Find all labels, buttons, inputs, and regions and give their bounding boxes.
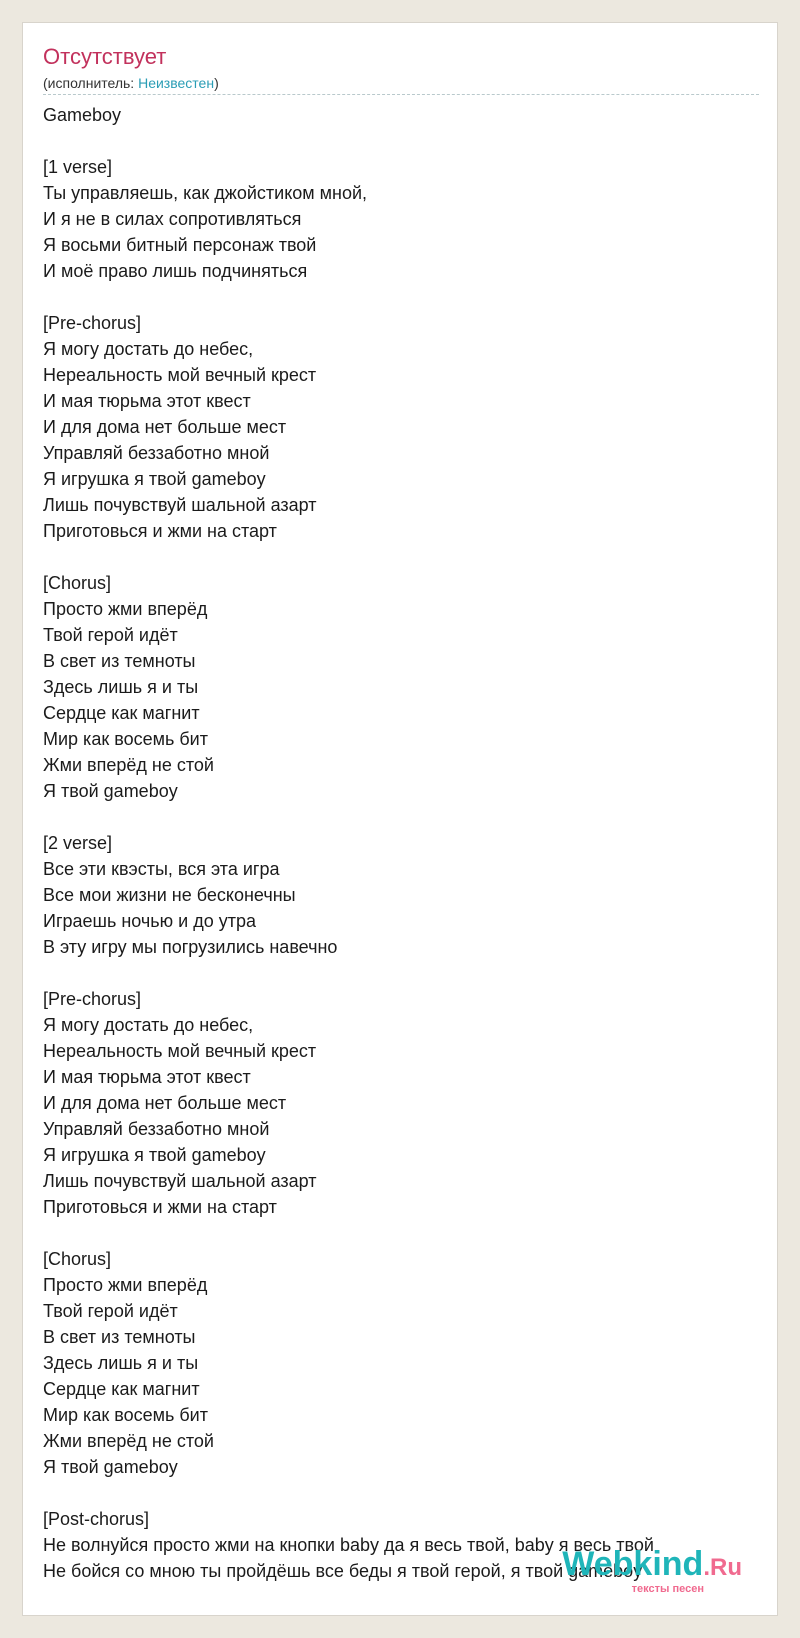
lyric-line: И мая тюрьма этот квест <box>43 391 251 411</box>
lyric-line: Нереальность мой вечный крест <box>43 365 317 385</box>
lyric-line: Я могу достать до небес, <box>43 1015 254 1035</box>
lyric-line: Приготовься и жми на старт <box>43 521 277 541</box>
lyric-line: Все эти квэсты, вся эта игра <box>43 859 280 879</box>
lyric-line: Я твой gameboy <box>43 781 178 801</box>
performer-prefix: (исполнитель: <box>43 75 139 91</box>
lyric-line: В свет из темноты <box>43 651 196 671</box>
lyric-line: Я твой gameboy <box>43 1457 178 1477</box>
lyric-line: [Pre-chorus] <box>43 313 142 333</box>
lyric-line: Управляй беззаботно мной <box>43 443 270 463</box>
lyric-line: Здесь лишь я и ты <box>43 677 199 697</box>
lyric-line: Лишь почувствуй шальной азарт <box>43 1171 317 1191</box>
lyric-line <box>43 544 654 570</box>
lyric-line: Сердце как магнит <box>43 1379 200 1399</box>
header-divider <box>43 94 759 95</box>
lyric-line: Лишь почувствуй шальной азарт <box>43 495 317 515</box>
lyric-line: В свет из темноты <box>43 1327 196 1347</box>
lyric-line: Я игрушка я твой gameboy <box>43 1145 266 1165</box>
lyric-line: Я могу достать до небес, <box>43 339 254 359</box>
lyric-line: [2 verse] <box>43 833 113 853</box>
lyric-line: И мая тюрьма этот квест <box>43 1067 251 1087</box>
lyric-line: Жми вперёд не стой <box>43 755 214 775</box>
lyrics-text <box>43 102 654 1584</box>
performer-link[interactable]: Неизвестен <box>138 75 215 91</box>
lyric-line: [Post-chorus] <box>43 1509 150 1529</box>
lyric-line <box>43 804 654 830</box>
lyric-line: И моё право лишь подчиняться <box>43 261 308 281</box>
lyric-line: И я не в силах сопротивляться <box>43 209 302 229</box>
performer-line <box>43 74 219 92</box>
lyric-line: [Chorus] <box>43 1249 112 1269</box>
lyric-line: [1 verse] <box>43 157 113 177</box>
lyric-line: Мир как восемь бит <box>43 1405 208 1425</box>
lyric-line: Я игрушка я твой gameboy <box>43 469 266 489</box>
lyric-line <box>43 960 654 986</box>
lyric-line: Жми вперёд не стой <box>43 1431 214 1451</box>
lyric-line <box>43 284 654 310</box>
song-title: Отсутствует <box>43 44 167 69</box>
lyric-line: Ты управляешь, как джойстиком мной, <box>43 183 368 203</box>
lyric-line: Gameboy <box>43 105 122 125</box>
logo-tld: .Ru <box>703 1554 742 1581</box>
lyric-line: Просто жми вперёд <box>43 599 208 619</box>
lyric-line: Не волнуйся просто жми на кнопки baby да я весь твой, baby я весь твой <box>43 1535 654 1555</box>
lyric-line: И для дома нет больше мест <box>43 417 287 437</box>
performer-suffix: ) <box>214 75 219 91</box>
logo-brand: Webkind <box>562 1545 704 1583</box>
lyric-line: Не бойся со мною ты пройдёшь все беды я твой герой, я твой gameboy <box>43 1561 643 1581</box>
lyric-line: Твой герой идёт <box>43 1301 178 1321</box>
lyric-line: Я восьми битный персонаж твой <box>43 235 317 255</box>
logo-tagline: тексты песен <box>631 1583 704 1595</box>
lyric-line: Все мои жизни не бесконечны <box>43 885 296 905</box>
lyrics-card <box>22 22 778 1616</box>
lyric-line <box>43 128 654 154</box>
site-logo <box>562 1547 742 1595</box>
lyric-line: Приготовься и жми на старт <box>43 1197 277 1217</box>
lyric-line: Управляй беззаботно мной <box>43 1119 270 1139</box>
lyric-line: [Pre-chorus] <box>43 989 142 1009</box>
lyric-line: И для дома нет больше мест <box>43 1093 287 1113</box>
lyric-line: Здесь лишь я и ты <box>43 1353 199 1373</box>
lyric-line: Нереальность мой вечный крест <box>43 1041 317 1061</box>
lyric-line: Просто жми вперёд <box>43 1275 208 1295</box>
lyric-line: Твой герой идёт <box>43 625 178 645</box>
lyric-line <box>43 1220 654 1246</box>
lyric-line <box>43 1480 654 1506</box>
lyric-line: Мир как восемь бит <box>43 729 208 749</box>
lyric-line: [Chorus] <box>43 573 112 593</box>
lyric-line: Играешь ночью и до утра <box>43 911 257 931</box>
lyric-line: Сердце как магнит <box>43 703 200 723</box>
lyric-line: В эту игру мы погрузились навечно <box>43 937 338 957</box>
